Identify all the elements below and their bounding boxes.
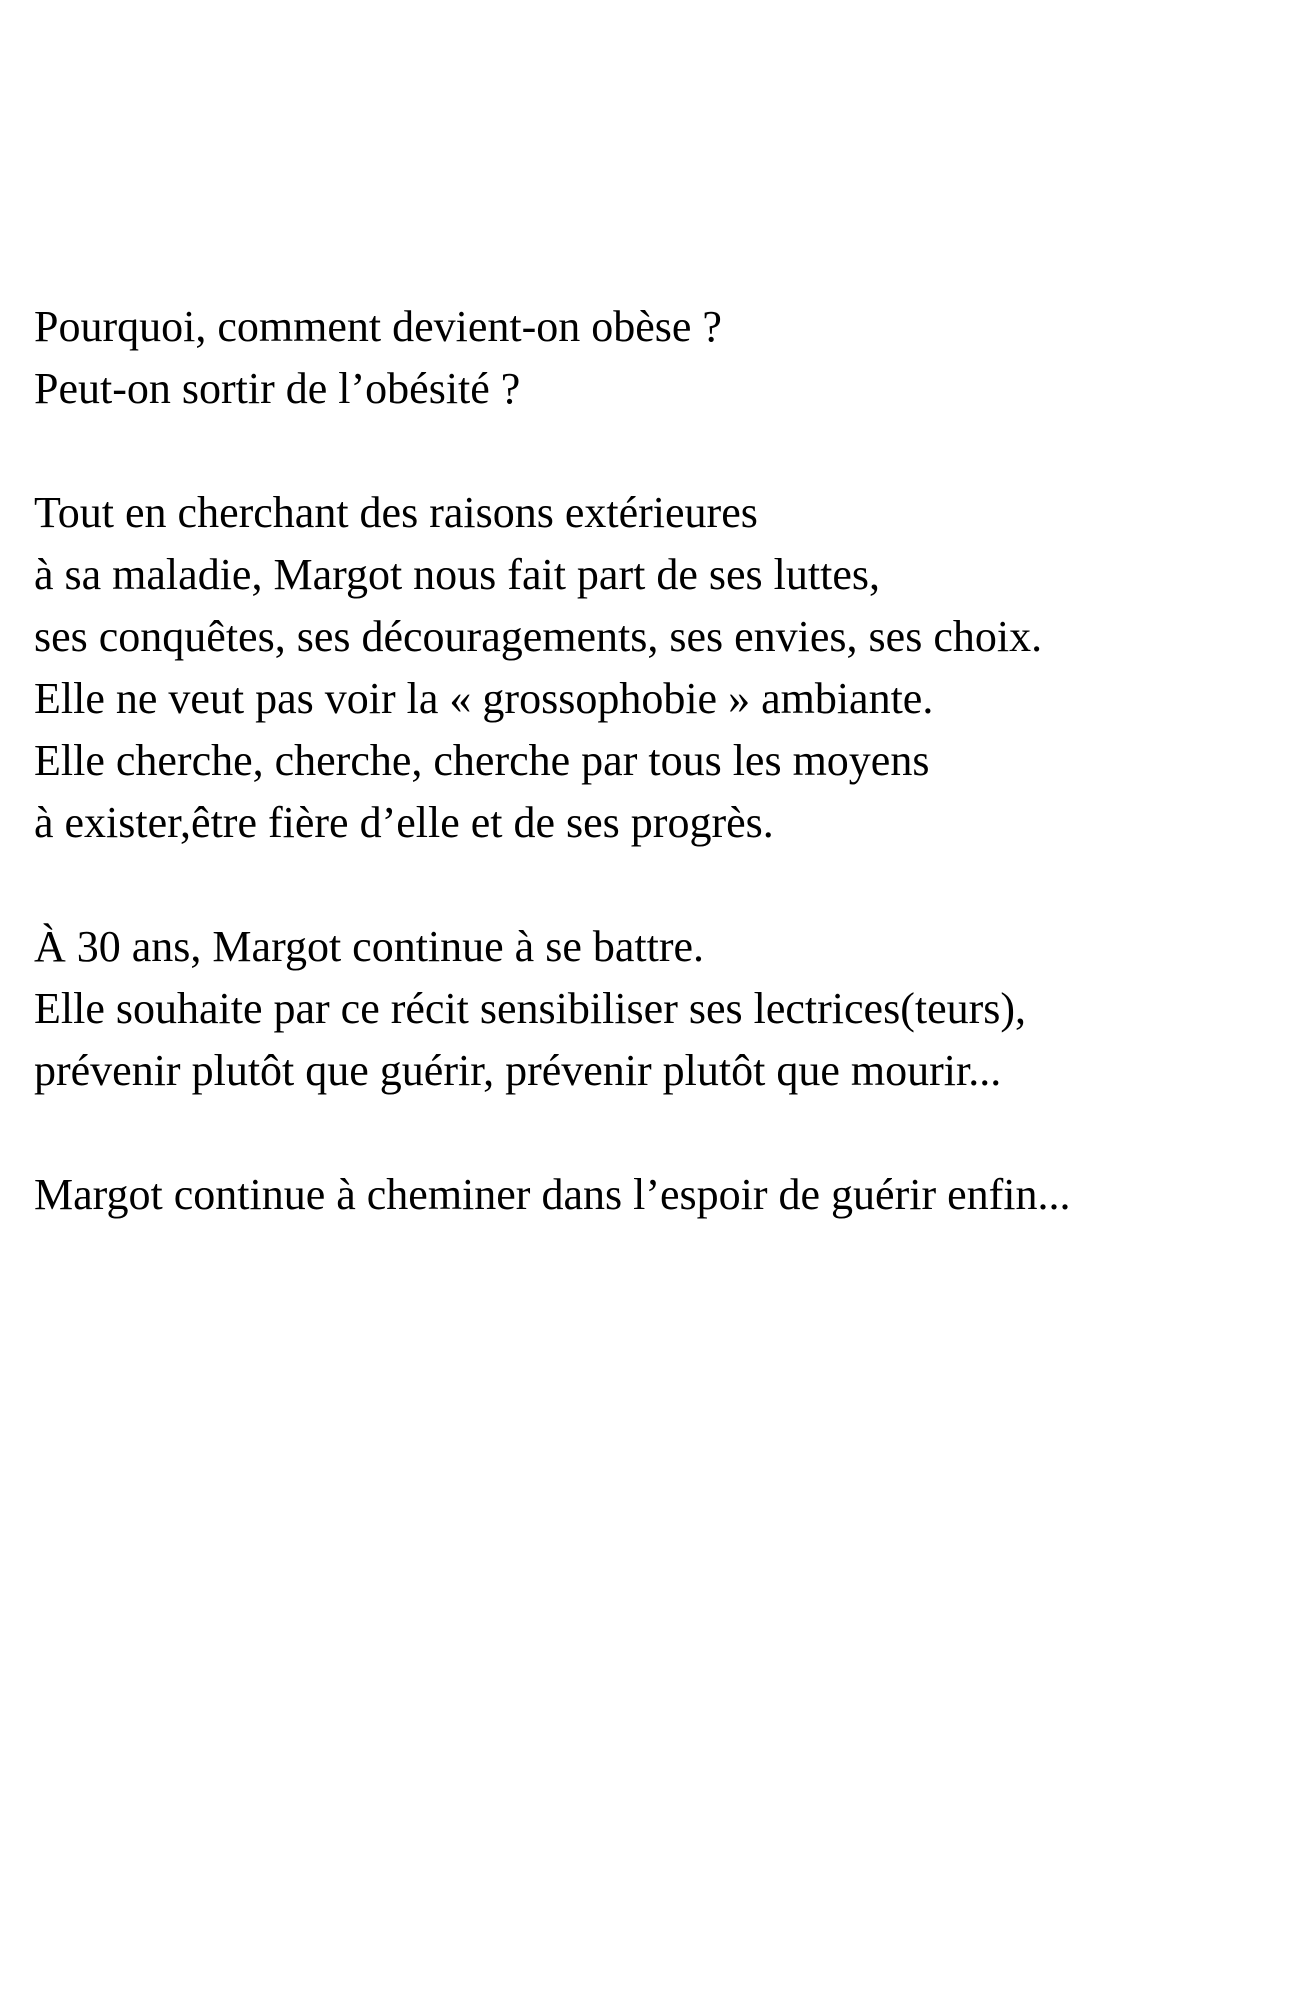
stanza-description bbox=[34, 482, 1284, 854]
text-line: Elle ne veut pas voir la « grossophobie » ambiante. bbox=[34, 674, 934, 723]
text-line: À 30 ans, Margot continue à se battre. bbox=[34, 922, 705, 971]
stanza-questions bbox=[34, 296, 1284, 420]
text-line: ses conquêtes, ses découragements, ses envies, ses choix. bbox=[34, 612, 1043, 661]
text-line: à sa maladie, Margot nous fait part de ses luttes, bbox=[34, 550, 880, 599]
stanza-closing bbox=[34, 1164, 1284, 1226]
text-line: Margot continue à cheminer dans l’espoir de guérir enfin... bbox=[34, 1170, 1071, 1219]
text-line: prévenir plutôt que guérir, prévenir plutôt que mourir... bbox=[34, 1046, 1002, 1095]
stanza-age bbox=[34, 916, 1284, 1102]
text-line: Elle souhaite par ce récit sensibiliser ses lectrices(teurs), bbox=[34, 984, 1027, 1033]
text-line: Pourquoi, comment devient-on obèse ? bbox=[34, 302, 722, 351]
text-line: Tout en cherchant des raisons extérieures bbox=[34, 488, 758, 537]
text-line: à exister,être fière d’elle et de ses progrès. bbox=[34, 798, 774, 847]
body-text bbox=[34, 296, 1284, 1226]
text-line: Peut-on sortir de l’obésité ? bbox=[34, 364, 521, 413]
text-line: Elle cherche, cherche, cherche par tous les moyens bbox=[34, 736, 930, 785]
